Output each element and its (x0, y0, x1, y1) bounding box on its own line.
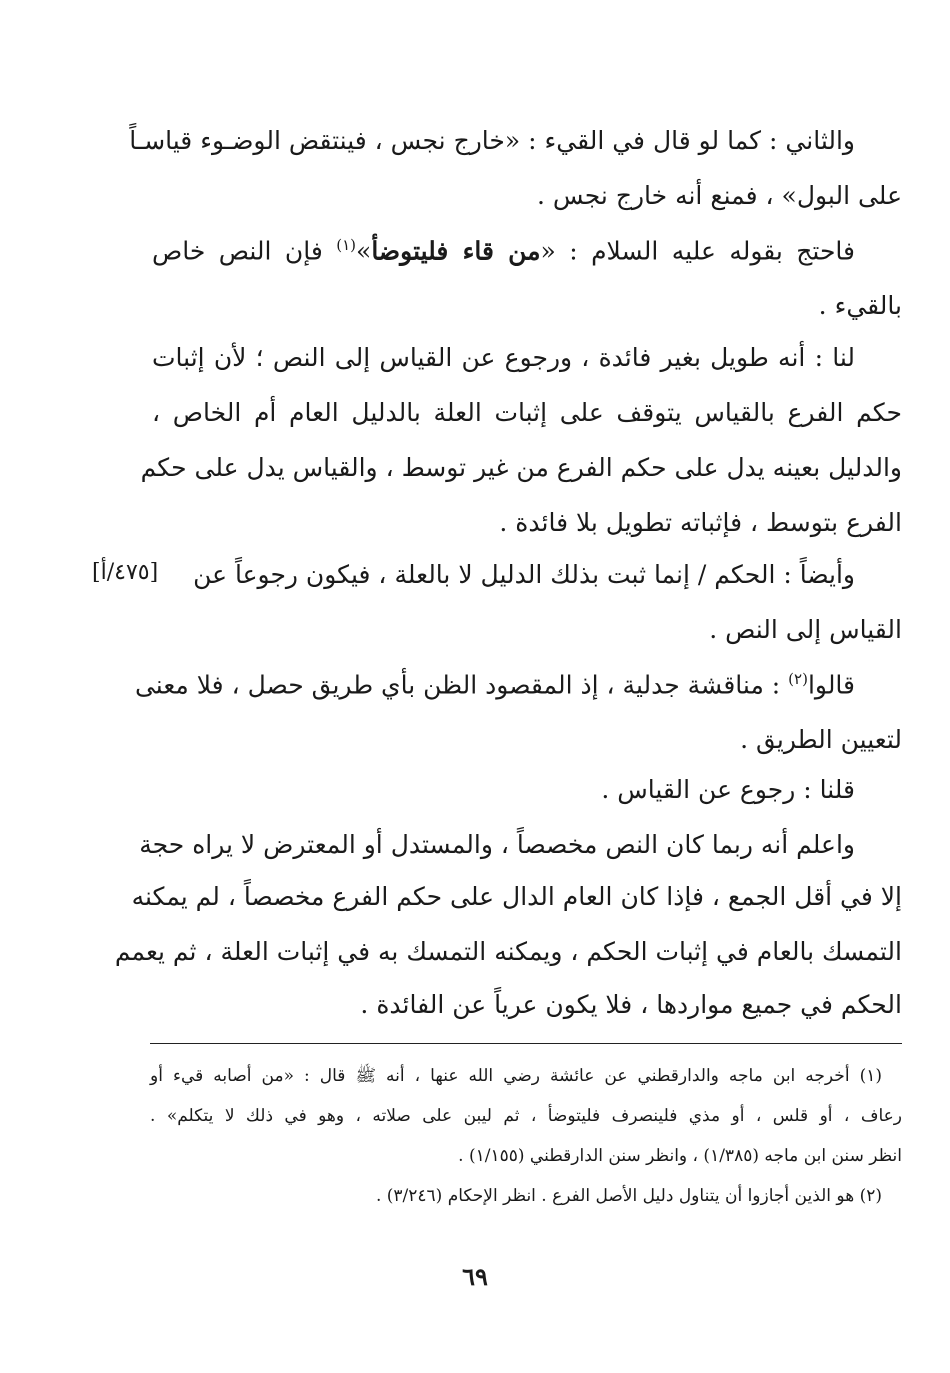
text-segment: فاحتج بقوله عليه السلام : « (540, 236, 855, 266)
text-segment: قالوا (807, 670, 855, 700)
text-line: بالقيء . (818, 291, 902, 320)
hadith-quote: من قاء فليتوضأ (371, 236, 541, 266)
text-line: القياس إلى النص . (709, 615, 902, 644)
text-line: على البول» ، فمنع أنه خارج نجس . (537, 181, 902, 210)
text-line: الفرع بتوسط ، فإثباته تطويل بلا فائدة . (499, 508, 902, 537)
text-line: حكم الفرع بالقياس يتوقف على إثبات العلة بالدليل العام أم الخاص ، (152, 398, 902, 427)
text-line: والدليل بعينه يدل على حكم الفرع من غير توسط ، والقياس يدل على حكم (140, 453, 902, 482)
text-line (152, 236, 855, 266)
text-line: قلنا : رجوع عن القياس . (601, 775, 855, 804)
text-line: والثاني : كما لو قال في القيء : «خارج نجس ، فينتقض الوضـوء قياسـاً (129, 126, 855, 155)
footnote-line: (١) أخرجه ابن ماجه والدارقطني عن عائشة رضي الله عنها ، أنه ﷺ قال : «من أصابه قيء أو (150, 1066, 882, 1086)
footnote-line: انظر سنن ابن ماجه (١/٣٨٥) ، وانظر سنن الدارقطني (١/١٥٥) . (458, 1146, 902, 1166)
text-line: واعلم أنه ربما كان النص مخصصاً ، والمستدل أو المعترض لا يراه حجة (139, 830, 855, 859)
text-line: إلا في أقل الجمع ، فإذا كان العام الدال على حكم الفرع مخصصاً ، لم يمكنه (131, 882, 902, 911)
footnote-separator (150, 1043, 902, 1044)
footnote-marker: (١) (336, 236, 357, 254)
text-line: الحكم في جميع مواردها ، فلا يكون عرياً عن الفائدة . (360, 990, 902, 1019)
text-line: وأيضاً : الحكم / إنما ثبت بذلك الدليل لا بالعلة ، فيكون رجوعاً عن (193, 560, 855, 589)
text-line: التمسك بالعام في إثبات الحكم ، ويمكنه التمسك به في إثبات العلة ، ثم يعمم (114, 937, 902, 966)
page-number: ٦٩ (462, 1262, 488, 1291)
text-segment: » (356, 236, 372, 266)
text-line: لتعيين الطريق . (740, 725, 902, 754)
footnote-line: رعاف ، أو قلس ، أو مذي فلينصرف فليتوضأ ، ثم ليبن على صلاته ، وهو في ذلك لا يتكلم» . (150, 1106, 902, 1126)
text-segment: فإن النص خاص (152, 236, 337, 266)
text-segment: : مناقشة جدلية ، إذ المقصود الظن بأي طريق حصل ، فلا معنى (134, 670, 789, 700)
footnote-marker: (٢) (788, 670, 808, 688)
footnote-line: (٢) هو الذين أجازوا أن يتناول دليل الأصل الفرع . انظر الإحكام (٣/٢٤٦) . (375, 1186, 882, 1206)
text-line: لنا : أنه طويل بغير فائدة ، ورجوع عن القياس إلى النص ؛ لأن إثبات (152, 343, 855, 372)
manuscript-folio-reference: [٤٧٥/أ] (92, 560, 159, 585)
text-line (134, 670, 855, 700)
